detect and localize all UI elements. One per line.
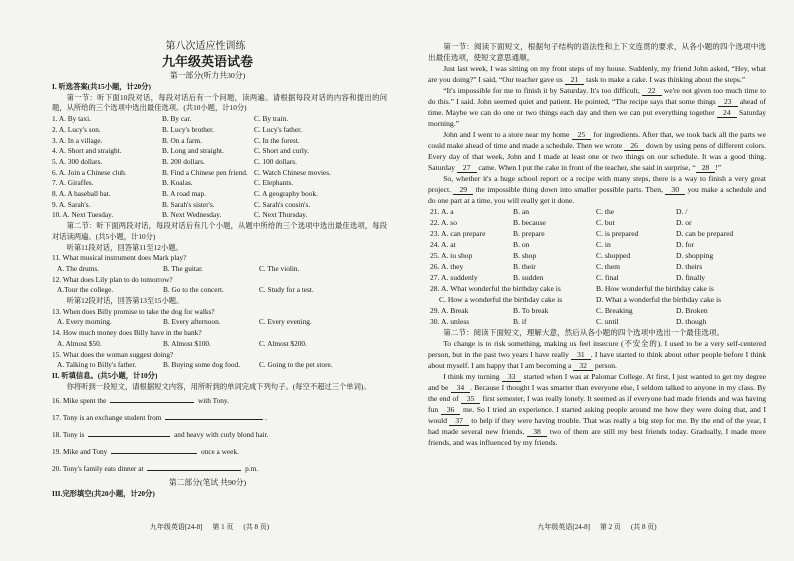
option-b: B. Every afternoon. (163, 317, 221, 327)
option-c: C. Elephants. (254, 178, 294, 188)
footer-total: (共 8 页) (243, 523, 270, 531)
option-a: 2. A. Lucy's son. (52, 124, 101, 134)
passage-text: for ingredients. After that, we took back all the parts we could make ahead of time and made a schedule. Then we wrote (428, 130, 767, 150)
question-row-8 (52, 189, 387, 200)
cloze-part-1-instructions: 第一节：阅读下面短文，根据句子结构的语法性和上下文连贯的要求，从各小题的四个选项中选出最佳选项，使短文意思通顺。 (428, 42, 766, 62)
page-2-footer (428, 523, 766, 532)
cloze-blank: 25 (572, 131, 592, 140)
passage-text: came. When I put the cake in front of the teacher, she said in surprise, “ (478, 163, 696, 172)
option-b: B. if (513, 317, 527, 326)
option-b: B. Go to the concert. (163, 285, 224, 295)
footer-course: 九年级英语[24-8] (149, 523, 203, 531)
option-b: B. How wonderful the birthday cake is (596, 284, 714, 293)
option-b: B. To break (513, 306, 549, 315)
option-c: C. In the forest. (254, 135, 300, 145)
passage-text: the impossible thing down into smaller possible parts. Then, (475, 185, 663, 194)
passage-paragraph (428, 173, 766, 206)
option-b: B. Find a Chinese pen friend. (162, 167, 248, 177)
exam-page-2 (428, 41, 766, 448)
section-1-heading: I. 听选答案(共15小题，计20分) (52, 82, 151, 91)
option-c: C. until (596, 317, 619, 326)
passage-text: To change is to risk something, making us feel insecure (不安全的). I used to be a very self-centered person, but in the past two years I have really (428, 339, 766, 359)
answer-blank (111, 446, 197, 454)
fill-text-before: 20. Tony's family eats dinner at (52, 464, 144, 474)
cloze-options-22 (428, 217, 766, 228)
option-b: B. Lucy's brother. (162, 124, 214, 134)
passage-text: . Because I thought I was smarter than everyone else, I seldom talked to anyone in my class. By the end of (428, 383, 767, 403)
answer-blank (147, 463, 241, 471)
cloze-options-26 (428, 261, 766, 272)
cloze-blank: 28 (696, 164, 716, 173)
option-b: B. Next Wednesday. (162, 210, 222, 220)
option-a: 5. A. 300 dollars. (52, 156, 103, 166)
fill-text-before: 19. Mike and Tony (52, 447, 108, 457)
option-c: C. How a wonderful the birthday cake is (439, 295, 563, 304)
option-b: B. By car. (162, 114, 192, 124)
option-b: B. Sarah's sister's. (162, 199, 215, 209)
cloze-blank: 21 (565, 76, 585, 85)
option-b: B. 200 dollars. (162, 156, 205, 166)
option-c: C. The violin. (259, 263, 300, 273)
question-row-9 (52, 200, 387, 211)
option-a: A. Almost $50. (57, 338, 102, 348)
cloze-blank: 35 (461, 395, 481, 404)
cloze-options-25 (428, 250, 766, 261)
cloze-blank: 32 (573, 362, 593, 371)
passage-text: John and I went to a store near my home (443, 130, 570, 139)
option-c: C. A geography book. (254, 189, 318, 199)
option-d: D. shopping (676, 251, 714, 260)
fill-text-before: 16. Mike spent the (52, 396, 107, 406)
option-a: 28. A. What wonderful the birthday cake is (430, 284, 561, 293)
option-d: D. for (676, 240, 695, 249)
cloze-blank: 33 (502, 373, 522, 382)
fill-row-18 (52, 426, 387, 443)
passage-text: Just last week, I was sitting on my front steps of my house. Suddenly, my friend John asked, “Hey, what are you doing?” I said, “Our teacher gave us (428, 64, 766, 84)
option-c: C. Every evening. (259, 317, 312, 327)
footer-page: 第 1 页 (212, 523, 234, 531)
question-row-4 (52, 146, 387, 157)
passage-text: two of them are still my best friends today. Gradually, I made more friends, and was influenced by my friends. (428, 427, 766, 447)
section-2-instructions: 你将听到一段短文，请根据短文内容，用所听到的单词完成下列句子。(每空不超过三个单词)。 (66, 381, 371, 391)
option-b: B. because (513, 218, 546, 227)
option-b: B. shop (513, 251, 537, 260)
option-d: D. can be prepared (676, 229, 734, 238)
question-stem-13: 13. When does Billy promise to take the dog for walks? (52, 306, 215, 316)
cloze-blank: 37 (449, 417, 469, 426)
cloze-blank: 22 (642, 87, 662, 96)
option-b: B. Almost $100. (163, 338, 211, 348)
answer-blank (165, 412, 263, 420)
cloze-blank: 36 (441, 406, 461, 415)
option-d: D. Broken (676, 306, 708, 315)
cloze-blank: 24 (717, 109, 737, 118)
question-options-12 (52, 285, 387, 296)
passage-text: ahead of time. Maybe we can do one or two things each day and then we can put everything together (428, 97, 766, 117)
option-c: C. Sarah's cousin's. (254, 199, 311, 209)
exam-page-1 (52, 40, 387, 500)
section-1-part-2-instructions: 第二节：听下面两段对话，每段对话后有几个小题，从题中所给的三个选项中选出最佳选项，每段对话读两遍。(共5小题，计10分) (52, 221, 387, 241)
passage-text: started when I was at Palomar College. At first, I just wanted to get my degree and be (428, 372, 766, 392)
cloze-blank: 31 (571, 351, 591, 360)
dialogue-12-note: 听第12段对话，回答第13至15小题。 (66, 296, 184, 306)
option-d: D. / (676, 207, 688, 216)
passage-text: “It's impossible for me to finish it by Saturday. It's too difficult, (443, 86, 640, 95)
section-2-heading: II. 听填信息。(共5小题，计10分) (52, 370, 158, 380)
passage-text: me. So I tried an experience. I started asking people around me how they were doing that, and I would (428, 405, 766, 425)
question-row-10 (52, 210, 387, 221)
passage-text: task to make a cake. I was thinking about the steps.” (586, 75, 746, 84)
question-options-13 (52, 317, 387, 328)
cloze-blank: 38 (527, 428, 547, 437)
option-b: B. sudden (513, 273, 544, 282)
option-c: C. Almost $200. (259, 338, 307, 348)
cloze-blank: 29 (453, 186, 473, 195)
cloze-blank: 30 (665, 186, 685, 195)
cloze-options-21 (428, 206, 766, 217)
question-row-5 (52, 157, 387, 168)
question-stem-12: 12. What does Lily plan to do tomorrow? (52, 274, 173, 284)
option-a: A. The drums. (57, 263, 100, 273)
cloze-options-23 (428, 228, 766, 239)
question-row-7 (52, 178, 387, 189)
option-a: 3. A. In a village. (52, 135, 103, 145)
answer-blank (110, 395, 194, 403)
option-a: 30. A. unless (430, 317, 470, 326)
fill-row-17 (52, 409, 387, 426)
option-b: B. prepare (513, 229, 545, 238)
option-c: C. final (596, 273, 619, 282)
fill-text-after: . (265, 413, 268, 423)
option-b: B. A road map. (162, 189, 206, 199)
option-a: 23. A. can prepare (430, 229, 486, 238)
option-b: B. Koalas. (162, 178, 193, 188)
option-b: B. On a farm. (162, 135, 202, 145)
page-1-footer (52, 523, 387, 532)
question-row-3 (52, 136, 387, 147)
passage-text: to help if they were having trouble. That was really a big step for me. By the end of the year, I had made several new friends, (428, 416, 766, 436)
option-c: C. Next Thursday. (254, 210, 308, 220)
option-b: B. The guitar. (163, 263, 203, 273)
option-c: C. shopped (596, 251, 631, 260)
option-a: 1. A. By taxi. (52, 114, 91, 124)
option-a: A.Tour the college. (57, 285, 114, 295)
cloze-options-24 (428, 239, 766, 250)
option-c: C. Breaking (596, 306, 633, 315)
cloze-options-27 (428, 272, 766, 283)
passage-text: Saturday morning.” (428, 108, 766, 128)
option-c: C. but (596, 218, 615, 227)
option-b: B. on (513, 240, 530, 249)
option-a: 24. A. at (430, 240, 456, 249)
option-a: 6. A. Join a Chinese club. (52, 167, 127, 177)
part-1-heading: 第一部分(听力共30分) (169, 71, 246, 80)
part-2-heading: 第二部分(笔试 共90分) (168, 478, 247, 488)
cloze-options-30 (428, 316, 766, 327)
option-a: 8. A. A baseball bat. (52, 189, 111, 199)
option-c: C. them (596, 262, 621, 271)
question-options-15 (52, 360, 387, 371)
option-a: A. Talking to Billy's father. (57, 360, 137, 370)
option-c: C. is prepared (596, 229, 639, 238)
section-1-part-1-instructions: 第一节：听下面10段对话，每段对话后有一个问题，读两遍。请根据每段对话的内容和提出的问题，从所给的三个选项中选出最佳选项。(共10小题，计10分) (52, 92, 387, 113)
option-b: B. Long and straight. (162, 146, 224, 156)
option-a: A. Every morning. (57, 317, 112, 327)
question-row-2 (52, 125, 387, 136)
passage-text: we're not given too much time to do this.” I said. John seemed quiet and patient. He pointed, “The recipe says that some things (428, 86, 766, 106)
option-d: D. finally (676, 273, 706, 282)
question-stem-15: 15. What does the woman suggest doing? (52, 349, 174, 359)
fill-text-before: 18. Tony is (52, 430, 85, 440)
fill-text-after: and heavy with curly blond hair. (174, 430, 269, 440)
option-a: 9. A. Sarah's. (52, 199, 91, 209)
option-d: D. theirs (676, 262, 703, 271)
question-options-11 (52, 264, 387, 275)
option-a: 7. A. Giraffes. (52, 178, 94, 188)
option-d: D. or (676, 218, 692, 227)
passage-paragraph (428, 371, 766, 448)
option-c: C. in (596, 240, 611, 249)
option-a: 4. A. Short and straight. (52, 146, 122, 156)
fill-text-after: p.m. (245, 464, 259, 474)
fill-row-20 (52, 460, 387, 477)
option-a: 21. A. a (430, 207, 454, 216)
option-c: C. Going to the pet store. (259, 360, 333, 370)
exam-title: 九年级英语试卷 (161, 54, 253, 69)
question-row-6 (52, 168, 387, 179)
passage-text: down by using pens of different colors. Every day of that week, John and I made at least one or two things on our schedule. It was a good thing. Saturday (428, 141, 766, 172)
passage-text: first semester, I was really lonely. It seemed as if everyone had made friends and was having fun (428, 394, 767, 414)
option-c: C. By train. (254, 114, 289, 124)
option-c: C. the (596, 207, 615, 216)
option-c: C. Watch Chinese movies. (254, 167, 331, 177)
cloze-blank: 34 (451, 384, 471, 393)
passage-paragraph (428, 85, 766, 129)
fill-text-before: 17. Tony is an exchange student from (52, 413, 162, 423)
cloze-blank: 27 (457, 164, 477, 173)
option-a: 29. A. Break (430, 306, 469, 315)
passage-text: I think my turning (443, 372, 500, 381)
cloze-blank: 23 (718, 98, 738, 107)
dialogue-11-note: 听第11段对话，回答第11至12小题。 (66, 242, 183, 252)
option-b: B. their (513, 262, 536, 271)
option-b: B. an (513, 207, 530, 216)
option-d: D. though (676, 317, 707, 326)
option-c: C. Study for a test. (259, 285, 314, 295)
passage-text: person. (594, 361, 617, 370)
footer-total: (共 8 页) (630, 523, 657, 531)
cloze-options-28 (428, 283, 766, 305)
footer-course: 九年级英语[24-8] (537, 523, 590, 531)
passage-paragraph (428, 129, 766, 173)
section-3-heading: III.完形填空(共20小题，计20分) (52, 489, 155, 499)
passage-text: !” (715, 163, 722, 172)
question-stem-14: 14. How much money does Billy have in the bank? (52, 328, 202, 338)
fill-row-16 (52, 392, 387, 409)
option-c: C. Short and curly. (254, 146, 309, 156)
option-a: 27. A. suddenly (430, 273, 478, 282)
passage-text: . I have started to think about other people before I think about myself. I am happy that I am becoming a (428, 350, 766, 370)
fill-text-after: with Tony. (197, 396, 229, 406)
passage-text: So, whether it's a huge school report or a recipe with many steps, there is a way to finish a very great project. (428, 174, 766, 194)
option-d: D. What a wonderful the birthday cake is (596, 295, 722, 304)
option-a: 26. A. they (430, 262, 464, 271)
answer-blank (88, 429, 170, 437)
option-c: C. 100 dollars. (254, 156, 297, 166)
option-a: 10. A. Next Tuesday. (52, 210, 114, 220)
cloze-options-29 (428, 305, 766, 316)
option-c: C. Lucy's father. (254, 124, 302, 134)
question-row-1 (52, 114, 387, 125)
option-a: 22. A. so (430, 218, 458, 227)
option-a: 25. A. to shop (430, 251, 473, 260)
cloze-part-2-instructions: 第二节：阅读下面短文，理解大意，然后从各小题的四个选项中选出一个最佳选项。 (443, 328, 725, 337)
exam-subtitle: 第八次适应性训练 (165, 41, 246, 52)
fill-text-after: once a week. (200, 447, 239, 457)
passage-text: you make a schedule and do one part at a time, you will really get it done. (428, 185, 767, 205)
option-b: B. Buying some dog food. (163, 360, 241, 370)
footer-page: 第 2 页 (599, 523, 621, 531)
fill-row-19 (52, 443, 387, 460)
cloze-blank: 26 (624, 142, 644, 151)
passage-paragraph (428, 338, 766, 371)
question-stem-11: 11. What musical instrument does Mark play? (52, 253, 187, 263)
passage-paragraph (428, 63, 766, 85)
question-options-14 (52, 339, 387, 350)
